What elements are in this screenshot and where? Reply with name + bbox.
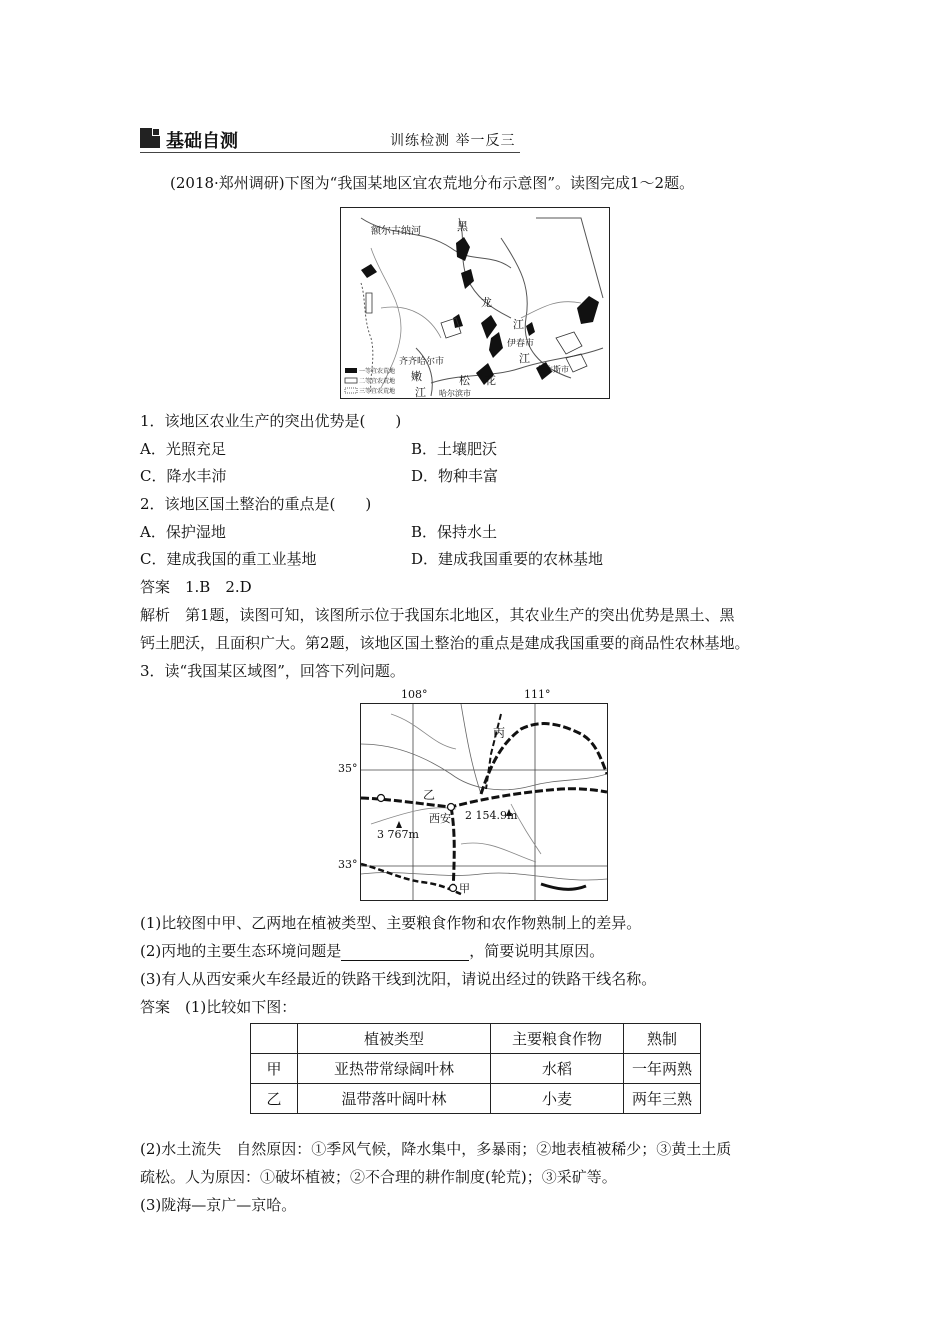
label-hua: 花	[485, 374, 496, 387]
label-jiang-3: 江	[415, 386, 426, 399]
legend-third-class: 三等宜农荒地	[359, 388, 396, 395]
legend-second-class: 二等宜农荒地	[359, 378, 396, 385]
label-jiang-1: 江	[513, 318, 524, 331]
answer3-part3: (3)陇海—京广—京哈。	[140, 1196, 297, 1214]
analysis-line-1: 解析 第1题，读图可知，该图所示位于我国东北地区，其农业生产的突出优势是黑土、黑	[140, 606, 735, 624]
table-header-cell: 植被类型	[298, 1024, 491, 1054]
comparison-table	[250, 1023, 701, 1114]
q2-option-a: A．保护湿地	[140, 523, 226, 541]
table-cell: 水稻	[491, 1054, 624, 1084]
q3-sub-1: (1)比较图中甲、乙两地在植被类型、主要粮食作物和农作物熟制上的差异。	[140, 914, 642, 932]
section-divider	[140, 152, 520, 153]
map2-peak-2154: 2 154.9m	[465, 809, 518, 822]
label-harbin: 哈尔滨市	[439, 389, 471, 398]
q1-option-a: A．光照充足	[140, 440, 226, 458]
label-hei: 黑	[457, 220, 468, 233]
map2-label-bing: 丙	[493, 726, 506, 740]
answer3-part2-line1: (2)水土流失 自然原因：①季风气候，降水集中，多暴雨；②地表植被稀少；③黄土土质	[140, 1140, 732, 1158]
label-jiamusi: 佳木斯市	[537, 365, 569, 374]
answer3-part2-line2: 疏松。人为原因：①破坏植被；②不合理的耕作制度(轮荒)；③采矿等。	[140, 1168, 617, 1186]
q1-option-c: C．降水丰沛	[140, 467, 227, 485]
label-nen: 嫩	[411, 370, 422, 383]
label-yichun: 伊春市	[507, 339, 535, 349]
table-row	[251, 1054, 701, 1084]
map2-lat-33: 33°	[338, 858, 358, 871]
map2-label-jia: 甲	[459, 882, 470, 895]
q2-stem: 2．该地区国土整治的重点是( )	[140, 495, 372, 513]
table-header-cell: 熟制	[624, 1024, 701, 1054]
analysis-line-2: 钙土肥沃，且面积广大。第2题，该地区国土整治的重点是建成我国重要的商品性农林基地。	[140, 634, 750, 652]
table-cell: 一年两熟	[624, 1054, 701, 1084]
legend-first-class: 一等宜农荒地	[359, 368, 396, 375]
label-jiang-2: 江	[519, 352, 530, 365]
map2-lon-108: 108°	[401, 688, 428, 701]
map-northeast	[340, 207, 610, 399]
table-cell: 温带落叶阔叶林	[298, 1084, 491, 1114]
label-song: 松	[459, 374, 470, 387]
q1-option-d: D．物种丰富	[411, 467, 499, 485]
q2-option-b: B．保持水土	[411, 523, 498, 541]
label-qiqihar: 齐齐哈尔市	[399, 357, 445, 367]
q3-sub-2	[140, 941, 604, 961]
q3-sub-2-part-a: (2)丙地的主要生态环境问题是	[140, 942, 342, 960]
map-xian-region	[360, 703, 608, 901]
map2-label-xian: 西安	[429, 812, 451, 825]
q3-stem: 3．读“我国某区域图”，回答下列问题。	[140, 662, 405, 680]
table-header-cell	[251, 1024, 298, 1054]
q1-stem: 1．该地区农业生产的突出优势是( )	[140, 412, 402, 430]
intro-text: (2018·郑州调研)下图为“我国某地区宜农荒地分布示意图”。读图完成1～2题。	[170, 174, 695, 192]
map2-lat-35: 35°	[338, 762, 358, 775]
q2-option-c: C．建成我国的重工业基地	[140, 550, 317, 568]
table-cell: 乙	[251, 1084, 298, 1114]
section-icon	[140, 128, 160, 148]
map2-lon-111: 111°	[524, 688, 551, 701]
q3-sub-3: (3)有人从西安乘火车经最近的铁路干线到沈阳，请说出经过的铁路干线名称。	[140, 970, 657, 988]
table-row	[251, 1084, 701, 1114]
q3-answer-blank[interactable]	[341, 944, 469, 961]
table-header-row	[251, 1024, 701, 1054]
table-cell: 亚热带常绿阔叶林	[298, 1054, 491, 1084]
table-header-cell: 主要粮食作物	[491, 1024, 624, 1054]
section-title: 基础自测	[166, 131, 238, 152]
label-ergun-river: 额尔古纳河	[371, 226, 421, 237]
answer-1-2: 答案 1.B 2.D	[140, 578, 252, 596]
answer-3-intro: 答案 (1)比较如下图：	[140, 998, 297, 1016]
table-cell: 两年三熟	[624, 1084, 701, 1114]
map2-peak-3767: 3 767m	[377, 828, 419, 841]
label-long: 龙	[481, 296, 492, 309]
table-cell: 小麦	[491, 1084, 624, 1114]
map-xian-drawing	[361, 704, 607, 900]
table-cell: 甲	[251, 1054, 298, 1084]
q1-option-b: B．土壤肥沃	[411, 440, 498, 458]
q3-sub-2-part-b: ，简要说明其原因。	[469, 942, 605, 960]
section-subtitle: 训练检测 举一反三	[390, 133, 516, 149]
map2-label-yi: 乙	[423, 788, 436, 802]
q2-option-d: D．建成我国重要的农林基地	[411, 550, 604, 568]
